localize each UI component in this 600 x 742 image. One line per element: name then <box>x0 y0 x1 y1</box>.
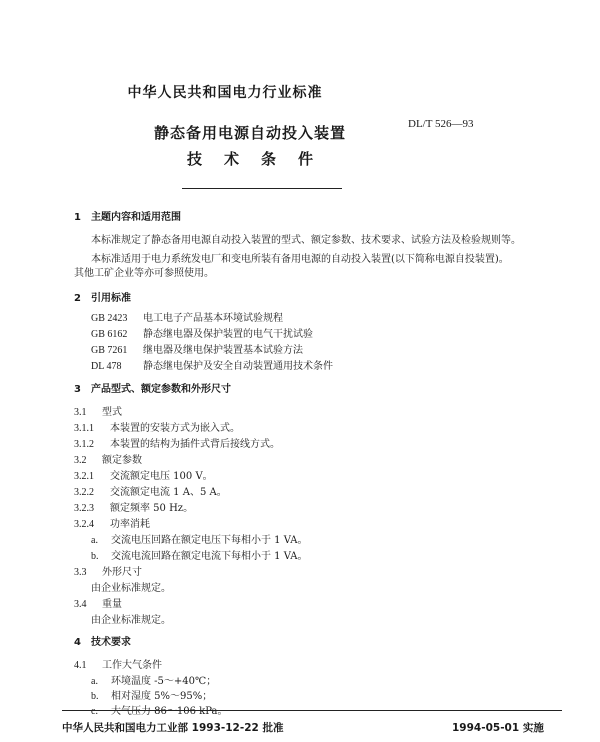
clause <box>74 659 162 672</box>
clause <box>74 486 227 499</box>
list-text: 交流电压回路在额定电压下每相小于 1 VA。 <box>111 535 308 546</box>
section-2-heading: 2 引用标准 <box>74 293 131 304</box>
list-text: 大气压力 86～106 kPa。 <box>111 706 228 717</box>
list-item <box>91 705 231 718</box>
clause-text: 功率消耗 <box>110 519 150 530</box>
reference-title: 电工电子产品基本环境试验规程 <box>143 313 283 324</box>
document-subtitle: 技术条件 <box>186 150 335 168</box>
section-3-heading: 3 产品型式、额定参数和外形尺寸 <box>74 384 231 395</box>
clause <box>74 438 280 451</box>
clause-text: 工作大气条件 <box>102 660 162 671</box>
reference-title: 静态继电保护及安全自动装置通用技术条件 <box>143 361 333 372</box>
clause-text: 本装置的安装方式为嵌入式。 <box>110 423 240 434</box>
list-marker: c. <box>91 706 98 717</box>
reference-title: 继电器及继电保护装置基本试验方法 <box>143 345 303 356</box>
clause-text: 交流额定电流 1 A、5 A。 <box>110 487 227 498</box>
list-marker: a. <box>91 676 98 687</box>
section-1-paragraph-2-cont: 其他工矿企业等亦可参照使用。 <box>74 268 214 279</box>
approval-line: 中华人民共和国电力工业部 1993-12-22 批准 <box>62 722 284 734</box>
footer-divider <box>62 710 562 711</box>
reference-code: GB 2423 <box>91 313 128 324</box>
list-text: 环境温度 -5～+40℃； <box>111 676 217 687</box>
list-item <box>91 690 212 703</box>
clause <box>74 502 193 515</box>
list-item <box>91 675 216 688</box>
standard-code: DL/T 526—93 <box>408 118 474 130</box>
document-title: 静态备用电源自动投入装置 <box>153 124 346 142</box>
implementation-date: 1994-05-01 实施 <box>452 722 544 734</box>
section-4-heading: 4 技术要求 <box>74 637 131 648</box>
list-text: 交流电流回路在额定电流下每相小于 1 VA。 <box>111 551 308 562</box>
clause <box>74 406 122 419</box>
clause-text: 交流额定电压 100 V。 <box>110 471 213 482</box>
reference-item <box>91 360 333 373</box>
section-1-heading: 1 主题内容和适用范围 <box>74 212 181 223</box>
reference-code: DL 478 <box>91 361 122 372</box>
reference-code: GB 6162 <box>91 329 128 340</box>
reference-item <box>91 328 313 341</box>
clause-text: 外形尺寸 <box>102 567 142 578</box>
title-divider <box>182 188 342 189</box>
clause-text: 额定参数 <box>102 455 142 466</box>
clause <box>74 566 142 579</box>
clause-number: 3.2.1 <box>74 471 94 482</box>
clause-number: 3.2.2 <box>74 487 94 498</box>
clause-number: 3.1.2 <box>74 439 94 450</box>
clause-body: 由企业标准规定。 <box>91 615 171 626</box>
clause <box>74 422 240 435</box>
list-marker: b. <box>91 691 99 702</box>
clause-number: 3.4 <box>74 599 87 610</box>
reference-code: GB 7261 <box>91 345 128 356</box>
section-1-paragraph-1: 本标准规定了静态备用电源自动投入装置的型式、额定参数、技术要求、试验方法及检验规则等。 <box>91 235 521 246</box>
clause-number: 3.3 <box>74 567 87 578</box>
list-marker: b. <box>91 551 99 562</box>
list-text: 相对湿度 5%～95%； <box>111 691 213 702</box>
issuing-organization: 中华人民共和国电力行业标准 <box>127 85 323 101</box>
reference-title: 静态继电器及保护装置的电气干扰试验 <box>143 329 313 340</box>
clause-number: 3.1.1 <box>74 423 94 434</box>
clause-number: 3.2.3 <box>74 503 94 514</box>
reference-item <box>91 312 283 325</box>
list-marker: a. <box>91 535 98 546</box>
clause-text: 重量 <box>102 599 122 610</box>
clause-text: 额定频率 50 Hz。 <box>110 503 194 514</box>
clause-number: 3.2.4 <box>74 519 94 530</box>
clause <box>74 454 142 467</box>
list-item <box>91 550 307 563</box>
reference-item <box>91 344 303 357</box>
clause-number: 4.1 <box>74 660 87 671</box>
clause-text: 型式 <box>102 407 122 418</box>
clause <box>74 470 213 483</box>
clause <box>74 598 122 611</box>
clause <box>74 518 150 531</box>
clause-number: 3.1 <box>74 407 87 418</box>
list-item <box>91 534 307 547</box>
clause-text: 本装置的结构为插件式背后接线方式。 <box>110 439 280 450</box>
clause-body: 由企业标准规定。 <box>91 583 171 594</box>
section-1-paragraph-2: 本标准适用于电力系统发电厂和变电所装有备用电源的自动投入装置(以下简称电源自投装置)。 <box>91 254 509 265</box>
clause-number: 3.2 <box>74 455 87 466</box>
